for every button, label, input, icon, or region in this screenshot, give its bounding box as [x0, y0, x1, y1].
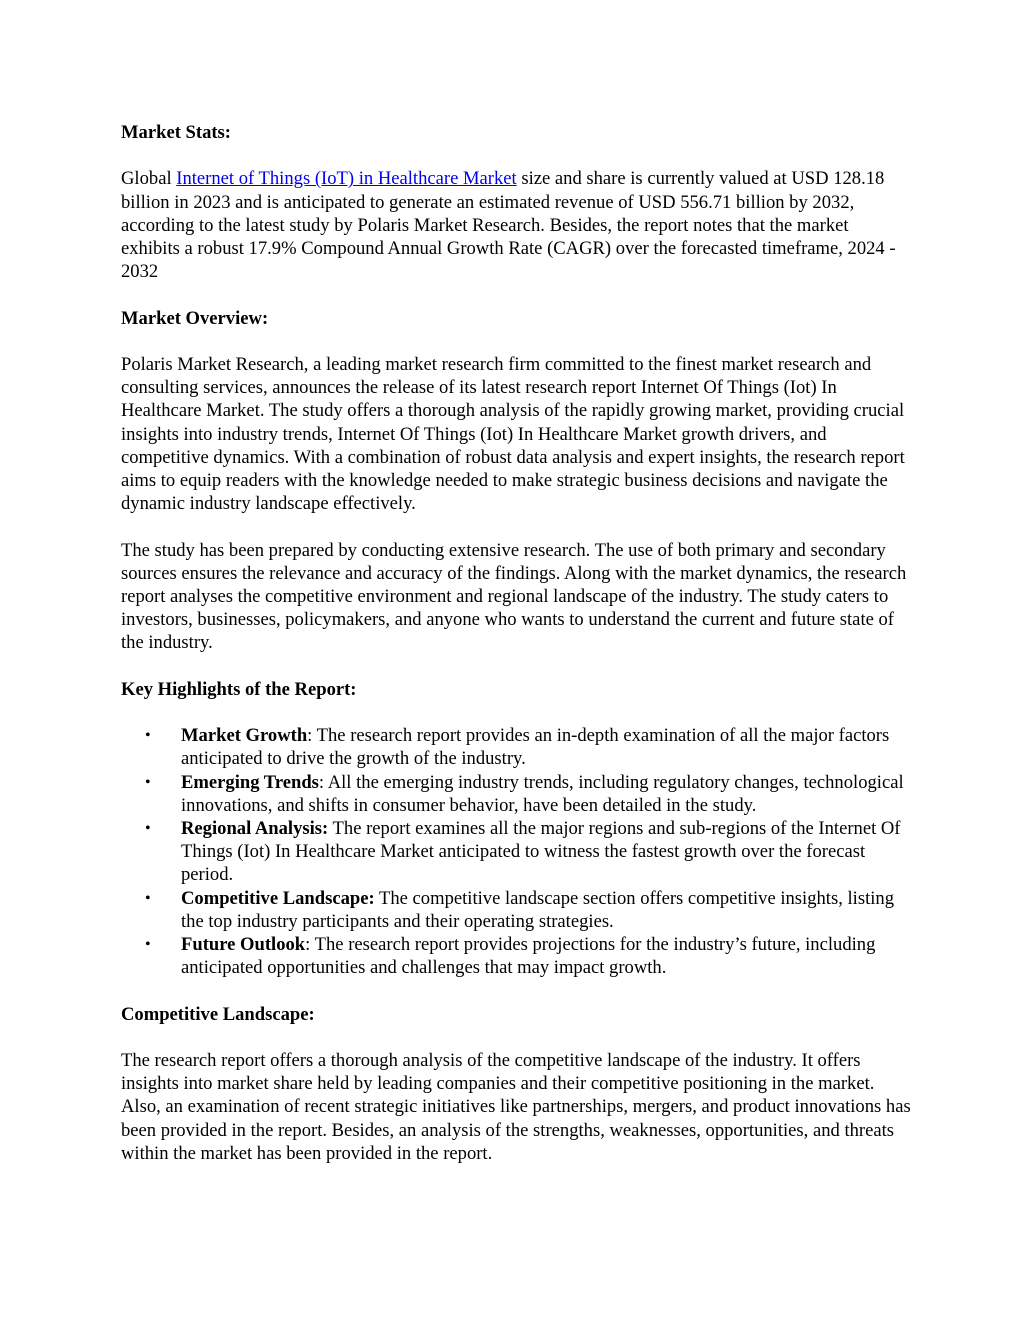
bullet-icon: • — [145, 773, 151, 791]
iot-healthcare-market-link[interactable]: Internet of Things (IoT) in Healthcare Market — [176, 168, 517, 190]
list-item-text: The competitive landscape section offers competitive insights, listing the top industry participants and their operating strategies. — [181, 887, 894, 932]
list-item-text: The report examines all the major regions and sub-regions of the Internet Of Things (Iot) In Healthcare Market anticipated to witness the fastest growth over the forecast period. — [181, 818, 901, 886]
market-stats-prefix: Global — [121, 168, 177, 190]
list-item-text: : The research report provides projections for the industry’s future, including anticipated opportunities and challenges that may impact growth. — [181, 934, 876, 979]
bullet-icon: • — [145, 936, 151, 954]
list-item — [121, 817, 911, 887]
list-item-text: : All the emerging industry trends, including regulatory changes, technological innovations, and shifts in consumer behavior, have been detailed in the study. — [181, 771, 904, 816]
list-item-title: Market Growth — [181, 725, 308, 747]
bullet-icon: • — [145, 820, 151, 837]
list-item-title: Competitive Landscape: — [181, 887, 375, 909]
bullet-icon: • — [145, 727, 151, 745]
list-item — [121, 933, 911, 979]
competitive-landscape-paragraph: The research report offers a thorough analysis of the competitive landscape of the industry. It offers insights into market share held by leading companies and their competitive positioning in the market. Also, an examination of recent strategic initiatives like partnerships, mergers, and product innovations has been provided in the report. Besides, an analysis of the strengths, weaknesses, opportunities, and threats within the market has been provided in the report. — [121, 1050, 911, 1164]
market-stats-heading: Market Stats: — [121, 122, 231, 143]
market-stats-suffix: size and share is currently valued at USD 128.18 billion in 2023 and is anticipated to generate an estimated revenue of USD 556.71 billion by 2032, according to the latest study by Polaris Market Research. Besides, the report notes that the market exhibits a robust 17.9% Compound Annual Growth Rate (CAGR) over the forecasted timeframe, 2024 - 2032 — [121, 168, 896, 283]
list-item-title: Future Outlook — [181, 934, 306, 956]
key-highlights-list — [121, 724, 911, 979]
market-overview-paragraph-1: Polaris Market Research, a leading market research firm committed to the finest market research and consulting services, announces the release of its latest research report Internet Of Things (Iot) In Healthcare Market. The study offers a thorough analysis of the rapidly growing market, providing crucial insights into industry trends, Internet Of Things (Iot) In Healthcare Market growth drivers, and competitive dynamics. With a combination of robust data analysis and expert insights, the research report aims to equip readers with the knowledge needed to make strategic business decisions and navigate the dynamic industry landscape effectively. — [121, 353, 905, 515]
list-item-title: Emerging Trends — [181, 771, 319, 793]
key-highlights-heading: Key Highlights of the Report: — [121, 678, 357, 700]
market-overview-heading: Market Overview: — [121, 307, 269, 329]
list-item — [121, 771, 911, 817]
list-item — [121, 724, 911, 770]
market-stats-paragraph — [121, 167, 911, 283]
market-overview-paragraph-2: The study has been prepared by conducting extensive research. The use of both primary and secondary sources ensures the relevance and accuracy of the findings. Along with the market dynamics, the research report analyses the competitive environment and regional landscape of the industry. The study caters to investors, businesses, policymakers, and anyone who wants to understand the current and future state of the industry. — [121, 539, 907, 654]
competitive-landscape-heading: Competitive Landscape: — [121, 1003, 315, 1025]
list-item-text: : The research report provides an in-depth examination of all the major factors anticipated to drive the growth of the industry. — [181, 725, 890, 770]
list-item-title: Regional Analysis: — [181, 818, 329, 839]
list-item — [121, 887, 911, 933]
bullet-icon: • — [145, 889, 151, 907]
document-page — [121, 121, 911, 1165]
